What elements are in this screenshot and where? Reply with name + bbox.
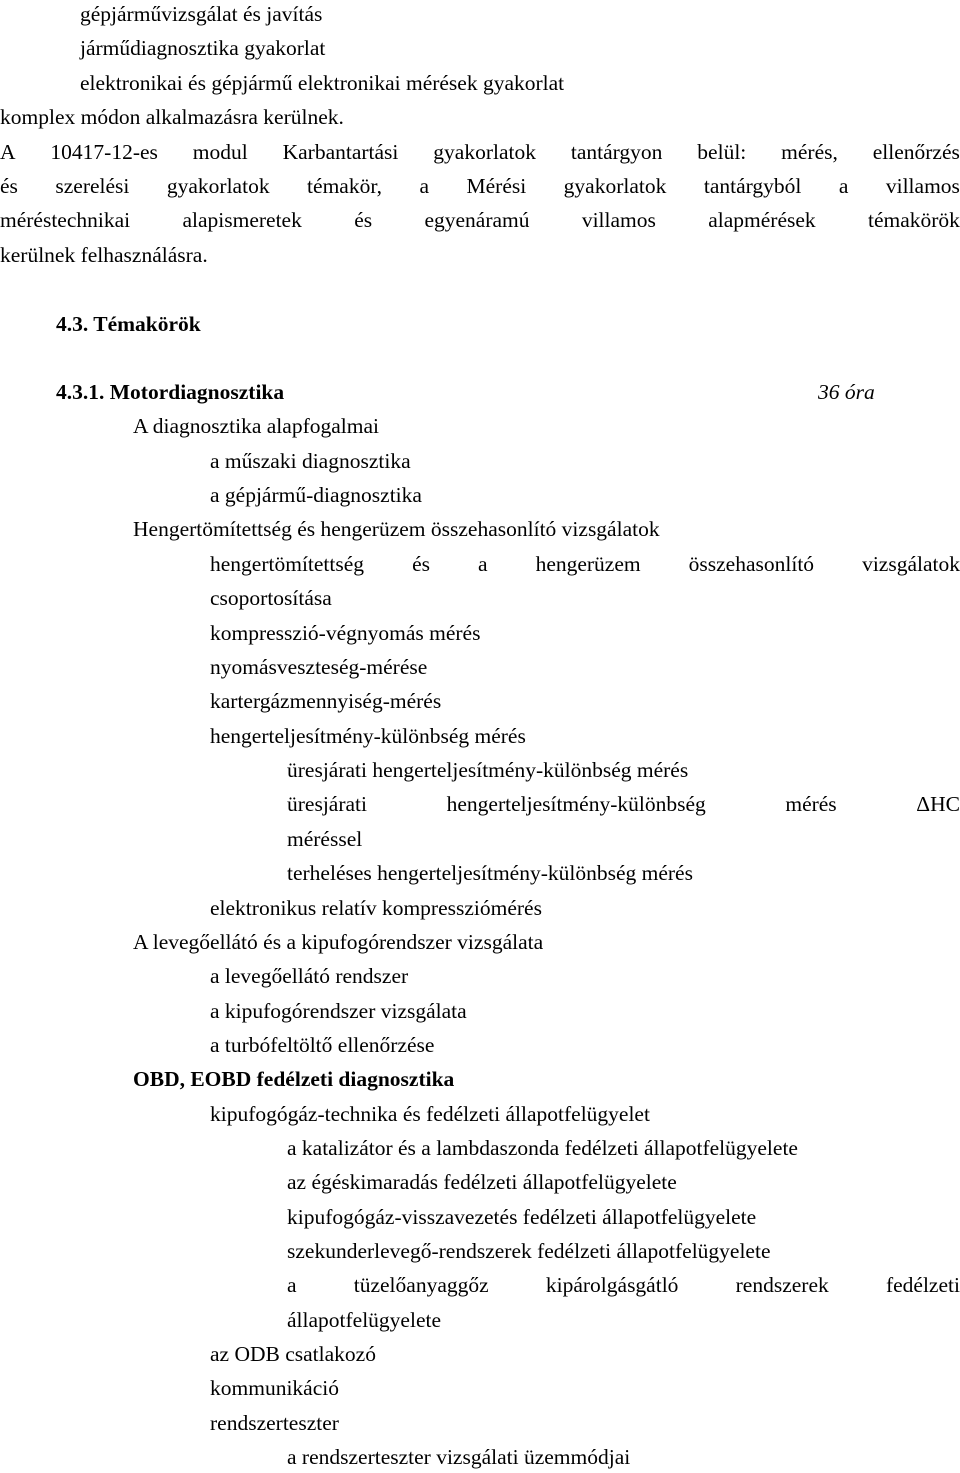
word: gyakorlatok	[563, 174, 667, 198]
word: és	[354, 208, 373, 232]
intro-list-item: elektronikai és gépjármű elektronikai mérések gyakorlat	[80, 71, 565, 95]
word: témakörök	[867, 208, 960, 232]
word: fedélzeti	[885, 1273, 960, 1297]
word: tüzelőanyaggőz	[353, 1273, 489, 1297]
topic-level2: kipufogógáz-technika és fedélzeti állapotfelügyelet	[210, 1102, 650, 1126]
topic-level3-cont: állapotfelügyelete	[287, 1308, 442, 1332]
topic-level2: kommunikáció	[210, 1376, 339, 1400]
word: gyakorlatok	[166, 174, 270, 198]
intro-list-item: gépjárművizsgálat és javítás	[80, 2, 323, 26]
paragraph-line	[0, 172, 960, 200]
word: modul	[192, 140, 248, 164]
topic-level2: a kipufogórendszer vizsgálata	[210, 999, 467, 1023]
word: a	[419, 174, 430, 198]
word: villamos	[581, 208, 656, 232]
word: és	[412, 552, 430, 576]
word: egyenáramú	[424, 208, 530, 232]
word: a	[838, 174, 849, 198]
topic-level3: kipufogógáz-visszavezetés fedélzeti állapotfelügyelete	[287, 1205, 757, 1229]
topic-level1: A levegőellátó és a kipufogórendszer vizsgálata	[133, 930, 544, 954]
word: gyakorlatok	[433, 140, 536, 164]
topic-level2: nyomásveszteség-mérése	[210, 655, 428, 679]
word: rendszerek	[735, 1273, 829, 1297]
topic-level2: a turbófeltöltő ellenőrzése	[210, 1033, 435, 1057]
word: belül:	[697, 140, 747, 164]
word: szerelési	[55, 174, 130, 198]
word: hengertömítettség	[210, 552, 365, 576]
word: tantárgyon	[570, 140, 663, 164]
topic-level3: a rendszerteszter vizsgálati üzemmódjai	[287, 1445, 631, 1469]
subsection-hours: 36 óra	[818, 380, 875, 404]
word: mérés	[785, 792, 837, 816]
word: Mérési	[466, 174, 527, 198]
topic-level3	[287, 790, 960, 818]
word: méréstechnikai	[0, 208, 131, 232]
word: A	[0, 140, 16, 164]
word: a	[287, 1273, 297, 1297]
topic-level2: a műszaki diagnosztika	[210, 449, 411, 473]
topic-level3: terheléses hengerteljesítmény-különbség mérés	[287, 861, 693, 885]
word: vizsgálatok	[862, 552, 960, 576]
section-heading: 4.3. Témakörök	[56, 312, 201, 336]
topic-level2: kartergázmennyiség-mérés	[210, 689, 442, 713]
subsection-title: 4.3.1. Motordiagnosztika	[56, 380, 285, 404]
topic-level1: OBD, EOBD fedélzeti diagnosztika	[133, 1067, 455, 1091]
word: hengerüzem	[535, 552, 641, 576]
topic-level3: üresjárati hengerteljesítmény-különbség mérés	[287, 758, 689, 782]
topic-level2: a levegőellátó rendszer	[210, 964, 409, 988]
paragraph-line	[0, 206, 960, 234]
topic-level2: elektronikus relatív kompressziómérés	[210, 896, 542, 920]
word: üresjárati	[287, 792, 367, 816]
word: tantárgyból	[703, 174, 802, 198]
intro-closing: komplex módon alkalmazásra kerülnek.	[0, 105, 344, 129]
topic-level2: rendszerteszter	[210, 1411, 339, 1435]
word: alapismeretek	[182, 208, 302, 232]
word: és	[0, 174, 18, 198]
topic-level2	[210, 550, 960, 578]
word: villamos	[885, 174, 960, 198]
word: kipárolgásgátló	[545, 1273, 679, 1297]
word: alapmérések	[708, 208, 816, 232]
topic-level2: hengerteljesítmény-különbség mérés	[210, 724, 526, 748]
topic-level3: az égéskimaradás fedélzeti állapotfelügyelete	[287, 1170, 677, 1194]
paragraph-line: kerülnek felhasználásra.	[0, 243, 208, 267]
topic-level2: a gépjármű-diagnosztika	[210, 483, 422, 507]
topic-level2-cont: csoportosítása	[210, 586, 332, 610]
word: ΔHC	[916, 792, 960, 816]
word: témakör,	[307, 174, 383, 198]
word: mérés,	[781, 140, 838, 164]
paragraph-line	[0, 138, 960, 166]
topic-level3: szekunderlevegő-rendszerek fedélzeti állapotfelügyelete	[287, 1239, 771, 1263]
topic-level2: kompresszió-végnyomás mérés	[210, 621, 481, 645]
topic-level1: Hengertömítettség és hengerüzem összehasonlító vizsgálatok	[133, 517, 660, 541]
word: 10417-12-es	[50, 140, 158, 164]
topic-level3: a katalizátor és a lambdaszonda fedélzeti állapotfelügyelete	[287, 1136, 798, 1160]
topic-level1: A diagnosztika alapfogalmai	[133, 414, 379, 438]
word: Karbantartási	[282, 140, 399, 164]
intro-list-item: járműdiagnosztika gyakorlat	[80, 36, 326, 60]
word: hengerteljesítmény-különbség	[446, 792, 706, 816]
word: ellenőrzés	[872, 140, 960, 164]
word: összehasonlító	[688, 552, 815, 576]
word: a	[478, 552, 488, 576]
topic-level3	[287, 1271, 960, 1299]
topic-level3-cont: méréssel	[287, 827, 363, 851]
topic-level2: az ODB csatlakozó	[210, 1342, 376, 1366]
